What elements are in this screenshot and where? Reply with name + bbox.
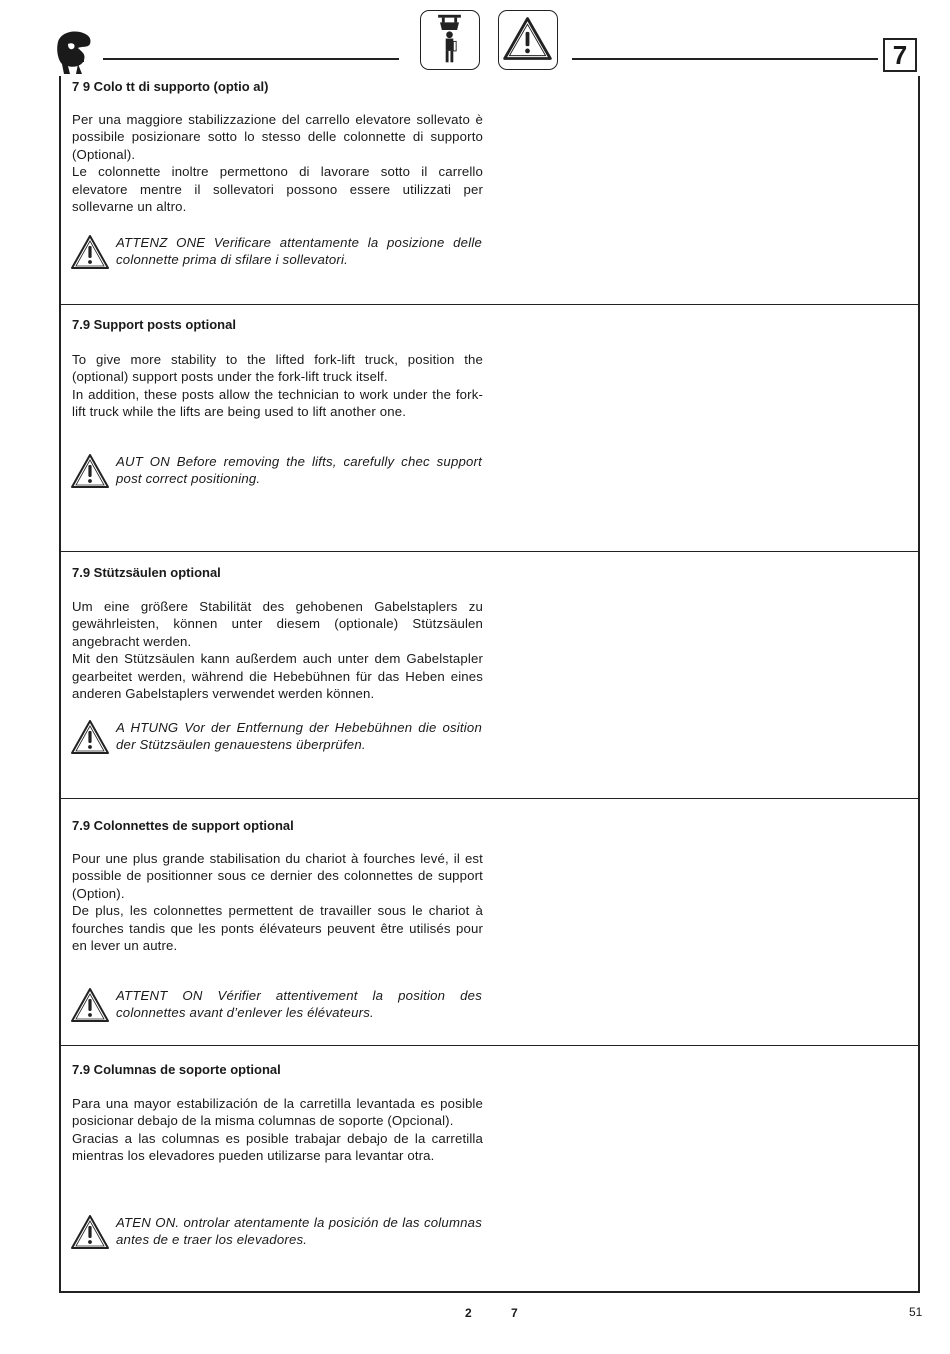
section-title: 7 9 Colo tt di supporto (optio al) [72,79,269,94]
warning-text: ATTENZ ONE Verificare attentamente la posizione delle colonnette prima di sfilare i sollevatori. [116,235,482,268]
warning-text: ATTENT ON Vérifier attentivement la position des colonnettes avant d’enlever les élévateurs. [116,988,482,1021]
section-german [60,552,919,798]
section-body [72,111,483,215]
warning-text: AUT ON Before removing the lifts, carefully chec support post correct positioning. [116,454,482,487]
section-title: 7.9 Colonnettes de support optional [72,818,294,833]
warning-triangle-icon [70,1214,110,1250]
section-french [60,799,919,1045]
paragraph: To give more stability to the lifted fork-lift truck, position the (optional) support posts under the fork-lift truck itself. [72,352,483,385]
paragraph: Um eine größere Stabilität des gehobenen Gabelstaplers zu gewährleisten, können unter diesem (optionale) Stützsäulen angebracht werden. [72,599,483,649]
warning-text: ATEN ON. ontrolar atentamente la posición de las columnas antes de e traer los elevadores. [116,1215,482,1248]
lifted-vehicle-operator-icon [420,10,480,70]
paragraph: Mit den Stützsäulen kann außerdem auch unter dem Gabelstapler gearbeitet werden, während die Hebebühnen für das Heben eines anderen Gabelstaplers verwendet werden können. [72,651,483,702]
warning-triangle-icon [70,987,110,1023]
header-rule-left [103,58,399,60]
footer-code-right: 7 [511,1306,518,1320]
header-rule-right [572,58,878,60]
footer-code-left: 2 [465,1306,472,1320]
warning-note [70,719,483,759]
warning-triangle-icon [70,234,110,270]
paragraph: De plus, les colonnettes permettent de travailler sous le chariot à fourches tandis que les ponts élévateurs peuvent être utilisés pour en lever un autre. [72,903,483,954]
paragraph: Per una maggiore stabilizzazione del carrello elevatore sollevato è possibile posizionare sotto lo stesso delle colonnette di supporto (Optional). [72,112,483,162]
section-italian [60,76,919,304]
chapter-number-box: 7 [883,38,917,72]
paragraph: Gracias a las columnas es posible trabajar debajo de la carretilla mientras los elevadores pueden utilizarse para levantar otra. [72,1130,483,1164]
warning-text: A HTUNG Vor der Entfernung der Hebebühnen die osition der Stützsäulen genauestens überprüfen. [116,720,482,753]
warning-note [70,1214,483,1254]
section-body [72,1095,483,1165]
paragraph: In addition, these posts allow the technician to work under the fork-lift truck while the lifts are being used to lift another one. [72,386,483,420]
section-body [72,598,483,702]
warning-triangle-icon [70,453,110,489]
section-title: 7.9 Stützsäulen optional [72,565,221,580]
section-spanish [60,1046,919,1291]
section-title: 7.9 Support posts optional [72,317,236,332]
warning-note [70,453,483,493]
paragraph: Para una mayor estabilización de la carretilla levantada es posible posicionar debajo de la misma columnas de soporte (Opcional). [72,1096,483,1129]
warning-triangle-icon [498,10,558,70]
frame-bottom [59,1291,920,1293]
page-number: 51 [909,1305,923,1319]
section-english [60,305,919,551]
section-body [72,850,483,954]
warning-note [70,987,483,1027]
paragraph: Pour une plus grande stabilisation du chariot à fourches levé, il est possible de positionner sous ce dernier des colonnettes de support (Option). [72,851,483,901]
section-title: 7.9 Columnas de soporte optional [72,1062,281,1077]
warning-note [70,234,483,274]
warning-triangle-icon [70,719,110,755]
section-body [72,351,483,421]
paragraph: Le colonnette inoltre permettono di lavorare sotto il carrello elevatore mentre il sollevatori possono essere utilizzati per sollevarne un altro. [72,164,483,215]
brand-logo-icon [54,28,96,76]
